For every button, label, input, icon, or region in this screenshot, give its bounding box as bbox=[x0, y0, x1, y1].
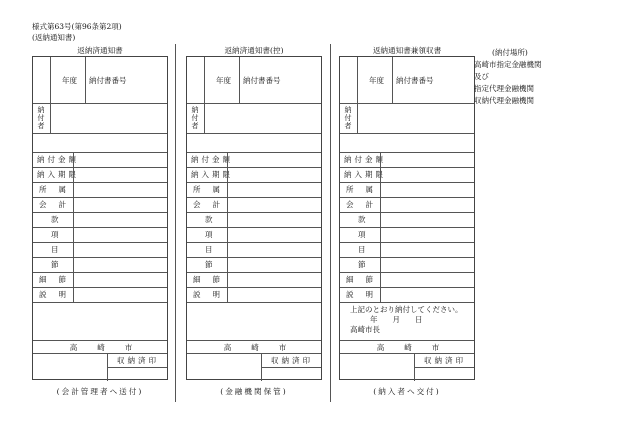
payment-place-line: 及び bbox=[474, 72, 489, 81]
setsu-label: 節 bbox=[51, 260, 59, 269]
account-label: 会計 bbox=[39, 200, 78, 209]
receipt-form bbox=[339, 56, 475, 380]
payment-place-title: (納付場所) bbox=[492, 48, 528, 57]
section-separator bbox=[175, 44, 176, 402]
notice-form bbox=[32, 56, 168, 380]
description-label: 説明 bbox=[39, 290, 78, 299]
receipt-date: 年 月 日 bbox=[370, 315, 423, 324]
city-label: 高崎市 bbox=[376, 343, 460, 352]
due-date-label: 納入期限 bbox=[344, 170, 386, 179]
amount-label: 納付金額 bbox=[191, 155, 233, 164]
received-stamp-label: 収納済印 bbox=[271, 356, 313, 365]
form-footer: (納入者へ交付) bbox=[373, 387, 441, 396]
department-label: 所属 bbox=[193, 185, 232, 194]
payment-number-label: 納付書番号 bbox=[89, 76, 127, 85]
account-label: 会計 bbox=[346, 200, 385, 209]
form-number: 様式第63号(第96条第2項) bbox=[32, 22, 122, 31]
section-separator bbox=[330, 44, 331, 402]
description-label: 説明 bbox=[346, 290, 385, 299]
setsu-label: 節 bbox=[205, 260, 213, 269]
department-label: 所属 bbox=[346, 185, 385, 194]
saisetsu-label: 細節 bbox=[193, 275, 232, 284]
fiscal-year-label: 年度 bbox=[216, 76, 231, 85]
fiscal-year-label: 年度 bbox=[369, 76, 384, 85]
due-date-label: 納入期限 bbox=[37, 170, 79, 179]
moku-label: 目 bbox=[51, 245, 59, 254]
fiscal-year-label: 年度 bbox=[62, 76, 77, 85]
form-footer: (会計管理者へ送付) bbox=[56, 387, 144, 396]
account-label: 会計 bbox=[193, 200, 232, 209]
kan-label: 款 bbox=[51, 215, 59, 224]
moku-label: 目 bbox=[205, 245, 213, 254]
kou-label: 項 bbox=[358, 230, 366, 239]
saisetsu-label: 細節 bbox=[346, 275, 385, 284]
moku-label: 目 bbox=[358, 245, 366, 254]
city-label: 高崎市 bbox=[69, 343, 153, 352]
receipt-note: 上記のとおり納付してください。 bbox=[350, 305, 463, 314]
kou-label: 項 bbox=[205, 230, 213, 239]
kan-label: 款 bbox=[205, 215, 213, 224]
form-name: (返納通知書) bbox=[32, 33, 76, 42]
mayor-label: 高崎市長 bbox=[350, 325, 380, 334]
description-label: 説明 bbox=[193, 290, 232, 299]
setsu-label: 節 bbox=[358, 260, 366, 269]
form-title: 返納済通知書 bbox=[77, 46, 123, 55]
payer-label: 納付者 bbox=[191, 106, 199, 130]
amount-label: 納付金額 bbox=[37, 155, 79, 164]
form-title: 返納済通知書(控) bbox=[224, 46, 284, 55]
payment-number-label: 納付書番号 bbox=[396, 76, 434, 85]
received-stamp-label: 収納済印 bbox=[424, 356, 466, 365]
kou-label: 項 bbox=[51, 230, 59, 239]
amount-label: 納付金額 bbox=[344, 155, 386, 164]
received-stamp-label: 収納済印 bbox=[117, 356, 159, 365]
city-label: 高崎市 bbox=[223, 343, 307, 352]
department-label: 所属 bbox=[39, 185, 78, 194]
notice-form bbox=[186, 56, 322, 380]
payer-label: 納付者 bbox=[37, 106, 45, 130]
payment-place-line: 収納代理金融機関 bbox=[474, 96, 534, 105]
payment-number-label: 納付書番号 bbox=[243, 76, 281, 85]
kan-label: 款 bbox=[358, 215, 366, 224]
payment-place-line: 指定代理金融機関 bbox=[474, 84, 534, 93]
due-date-label: 納入期限 bbox=[191, 170, 233, 179]
form-title: 返納通知書兼領収書 bbox=[372, 46, 442, 55]
saisetsu-label: 細節 bbox=[39, 275, 78, 284]
payment-place-line: 高崎市指定金融機関 bbox=[474, 60, 542, 69]
payer-label: 納付者 bbox=[344, 106, 352, 130]
form-footer: (金融機関保管) bbox=[220, 387, 288, 396]
